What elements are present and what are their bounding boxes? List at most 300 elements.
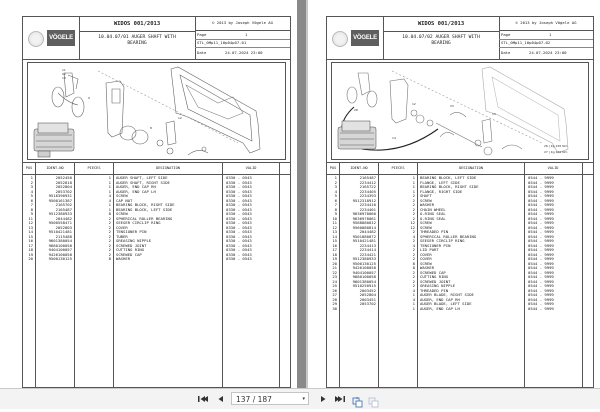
ident-cell: 9500558471 (48, 220, 72, 225)
pos-cell: 24 (332, 278, 337, 284)
pieces-cell: 12 (410, 220, 415, 225)
page-left (0, 0, 297, 388)
valid-cell: 0330 - 0543 (226, 215, 252, 221)
page-number-select[interactable] (231, 392, 309, 405)
pos-cell: 15 (332, 238, 337, 243)
pos-cell: 16 (332, 242, 337, 248)
valid-cell: 0544 - 9999 (528, 256, 554, 261)
designation-cell: SPHERICAL ROLLER BEARING (420, 233, 477, 239)
svg-text:12: 12 (178, 116, 182, 120)
designation-cell: SCREWED CAP (116, 251, 142, 257)
designation-cell: O-RING SEAL (420, 215, 446, 221)
pieces-cell: 8 (108, 211, 111, 216)
next-page-button[interactable] (317, 393, 329, 405)
page-layout-icon (352, 397, 363, 408)
pieces-cell: 1 (412, 179, 415, 185)
designation-cell: SCREW (420, 224, 432, 230)
pieces-cell: 1 (108, 179, 111, 185)
valid-cell: 0330 - 0543 (226, 238, 252, 243)
col-pos: POS (329, 166, 337, 170)
ident-cell: 2053702 (55, 188, 72, 194)
designation-cell: SCREW (420, 197, 432, 203)
last-page-button[interactable] (334, 393, 346, 405)
designation-cell: SPHERICAL ROLLER BEARING (116, 215, 173, 221)
valid-cell: 0330 - 0543 (226, 251, 252, 257)
designation-cell: CHAIN WHEEL (420, 206, 446, 212)
ident-cell: 2052803 (55, 224, 72, 230)
col-valid: VALID (547, 166, 559, 170)
subtitle-line-2: BEARING (431, 41, 451, 46)
valid-cell: 0544 - 9999 (528, 242, 554, 248)
pieces-cell: 2 (412, 278, 415, 284)
ident-cell: 2234401 (359, 206, 376, 212)
pager-toolbar (0, 388, 600, 409)
designation-cell: LID PART (420, 247, 439, 252)
pieces-cell: 1 (412, 184, 415, 189)
pieces-cell: 1 (412, 175, 415, 180)
torque-note-2: 27 | Kg 165 Nm (544, 150, 568, 154)
designation-cell: SCREWED JOINT (420, 278, 451, 284)
pieces-cell: 2 (412, 206, 415, 212)
table-header (23, 163, 290, 175)
pos-cell: 17 (332, 247, 337, 252)
pieces-cell: 8 (412, 260, 415, 266)
sheet-title: WIDOS 001/2013 (79, 17, 195, 32)
ident-cell: 9500130125 (352, 260, 376, 266)
table-body (327, 176, 593, 311)
designation-cell: BEARING BLOCK, LEFT SIDE (116, 206, 173, 212)
pieces-cell: 2 (412, 256, 415, 261)
valid-cell: 0330 - 0543 (226, 175, 252, 180)
pos-cell: 12 (332, 224, 337, 230)
svg-text:28: 28 (354, 108, 358, 112)
pieces-cell: 2 (412, 202, 415, 207)
pos-cell: 9 (30, 211, 33, 216)
ident-cell: 2165722 (359, 184, 376, 189)
designation-cell: AUGER SHAFT, RIGHT SIDE (116, 179, 170, 185)
valid-cell: 0544 - 9999 (528, 202, 554, 207)
pos-cell: 4 (30, 188, 33, 194)
ident-cell: 2044482 (359, 229, 376, 234)
designation-cell: WASHER (420, 265, 435, 270)
designation-cell: GREASING NIPPLE (420, 283, 456, 288)
ident-cell: 9512318912 (352, 197, 376, 203)
valid-cell: 0544 - 9999 (528, 269, 554, 275)
valid-cell: 0544 - 9999 (528, 211, 554, 216)
sheet-header (23, 17, 290, 60)
logo-cell (327, 17, 384, 59)
pieces-cell: 2 (412, 238, 415, 243)
ident-cell: 9426100058 (352, 265, 376, 270)
valid-cell: 0330 - 0543 (226, 224, 252, 230)
col-designation: DESIGNATION (459, 166, 483, 170)
ident-cell: 2234410 (359, 202, 376, 207)
pieces-cell: 2 (412, 283, 415, 288)
ident-cell: 9501880872 (352, 233, 376, 239)
ident-cell: 2052450 (55, 175, 72, 180)
designation-cell: WASHER (116, 256, 131, 261)
pos-cell: 1 (30, 175, 33, 180)
pos-cell: 5 (30, 193, 33, 198)
valid-cell: 0544 - 9999 (528, 179, 554, 185)
pos-cell: 18 (28, 247, 33, 252)
pos-cell: 20 (28, 256, 33, 261)
pos-cell: 7 (30, 202, 33, 207)
single-page-view-button[interactable] (352, 393, 363, 404)
ident-cell: 2234421 (359, 251, 376, 257)
ident-cell: 2052818 (55, 179, 72, 185)
designation-cell: COVER (116, 224, 128, 230)
ident-cell: 9500130125 (48, 256, 72, 261)
ident-cell: 9404100057 (48, 247, 72, 252)
valid-cell: 0544 - 9999 (528, 229, 554, 234)
valid-cell: 0544 - 9999 (528, 260, 554, 266)
designation-cell: THREADED PIN (420, 287, 449, 293)
ident-cell: 9404100057 (352, 269, 376, 275)
valid-cell: 0544 - 9999 (528, 238, 554, 243)
page-label: Page (197, 32, 207, 37)
next-page-icon (317, 393, 329, 405)
exploded-view-illustration (332, 63, 588, 159)
pos-cell: 19 (28, 251, 33, 257)
valid-cell: 0544 - 9999 (528, 224, 554, 230)
pos-cell: 7 (334, 202, 337, 207)
pieces-cell: 1 (412, 188, 415, 194)
valid-cell: 0330 - 0543 (226, 220, 252, 225)
date-label: Date (197, 50, 207, 55)
valid-cell: 0544 - 9999 (528, 301, 554, 306)
designation-cell: AUGER BLADE, LEFT SIDE (420, 301, 472, 306)
valid-cell: 0330 - 0543 (226, 202, 252, 207)
designation-cell: TENSIONER PIN (116, 229, 147, 234)
designation-cell: BEARING BLOCK, LEFT SIDE (420, 175, 477, 180)
designation-cell: COVER (420, 256, 432, 261)
pos-cell: 13 (332, 229, 337, 234)
ident-cell: 9680100058 (48, 242, 72, 248)
pieces-cell: 2 (412, 215, 415, 221)
pieces-cell: 2 (108, 242, 111, 248)
col-pieces: PIECES (391, 166, 405, 170)
ident-cell: 2234414 (359, 247, 376, 252)
pieces-cell: 1 (412, 292, 415, 297)
ident-cell: 9601380054 (352, 278, 376, 284)
svg-text:14: 14 (392, 136, 396, 140)
pos-cell: 30 (332, 305, 337, 311)
voegele-logo: VÖGELE (351, 30, 379, 46)
designation-cell: AUGER, END CAP LH (420, 305, 460, 311)
designation-cell: CUTTING RING (116, 247, 145, 252)
subtitle-line-1: 10.04.07/02 AUGER SHAFT WITH (402, 35, 480, 40)
pos-cell: 3 (334, 184, 337, 189)
ident-cell: 9680100058 (352, 274, 376, 279)
valid-cell: 0544 - 9999 (528, 296, 554, 302)
pieces-cell: 2 (412, 247, 415, 252)
designation-cell: AUGER BLADE, RIGHT SIDE (420, 292, 474, 297)
pieces-cell: 2 (108, 238, 111, 243)
ident-cell: 9512380933 (352, 256, 376, 261)
subtitle-line-2: BEARING (127, 41, 147, 46)
table-header (327, 163, 593, 175)
valid-cell: 0544 - 9999 (528, 265, 554, 270)
valid-cell: 0544 - 9999 (528, 220, 554, 225)
valid-cell: 0544 - 9999 (528, 274, 554, 279)
exploded-drawing (27, 62, 286, 160)
ident-cell: 2003451 (359, 296, 376, 302)
meta-cell (195, 17, 290, 59)
torque-note-1: 26 | Kg 165 Nm (544, 144, 568, 148)
pieces-cell: 1 (412, 305, 415, 311)
valid-cell: 0544 - 9999 (528, 193, 554, 198)
sheet-subtitle (383, 35, 499, 47)
exploded-drawing (331, 62, 589, 160)
svg-text:9: 9 (88, 96, 90, 100)
svg-text:13: 13 (62, 76, 66, 80)
pos-cell: 10 (332, 215, 337, 221)
first-page-button[interactable] (197, 393, 209, 405)
copyright: © 2013 by Joseph Vögele AG (499, 17, 593, 31)
pieces-cell: 2 (412, 211, 415, 216)
pieces-cell: 4 (108, 193, 111, 198)
ident-cell: 9510421481 (352, 238, 376, 243)
valid-cell: 0544 - 9999 (528, 175, 554, 180)
ident-cell: 9500161387 (48, 197, 72, 203)
pos-cell: 23 (332, 274, 337, 279)
doc-code: STL_0Mp11_10p04p07-02 (499, 39, 593, 48)
designation-cell: SCREW (420, 260, 432, 266)
pos-cell: 5 (334, 193, 337, 198)
pieces-cell: 4 (412, 242, 415, 248)
valid-cell: 0544 - 9999 (528, 206, 554, 212)
pos-cell: 3 (30, 184, 33, 189)
ident-cell: 9510421481 (48, 229, 72, 234)
parts-sheet (22, 16, 291, 388)
pieces-cell: 2 (412, 193, 415, 198)
valid-cell: 0544 - 9999 (528, 251, 554, 257)
pieces-cell: 1 (108, 184, 111, 189)
page-right (308, 0, 600, 388)
valid-cell: 0330 - 0543 (226, 242, 252, 248)
pos-cell: 8 (30, 206, 33, 212)
pieces-cell: 1 (412, 301, 415, 306)
designation-cell: BEARING BLOCK, RIGHT SIDE (116, 202, 175, 207)
pos-cell: 8 (334, 206, 337, 212)
pos-cell: 16 (28, 238, 33, 243)
designation-cell: AUGER, END CAP RH (116, 184, 156, 189)
valid-cell: 0330 - 0543 (226, 197, 252, 203)
parts-table (327, 162, 593, 387)
exploded-view-illustration (28, 63, 285, 159)
designation-cell: GREASING NIPPLE (116, 238, 152, 243)
valid-cell: 0330 - 0543 (226, 233, 252, 239)
col-valid: VALID (245, 166, 257, 170)
last-page-icon (334, 393, 346, 405)
valid-cell: 0544 - 9999 (528, 287, 554, 293)
pos-cell: 15 (28, 233, 33, 239)
pieces-cell: 2 (108, 220, 111, 225)
valid-cell: 0544 - 9999 (528, 247, 554, 252)
valid-cell: 0330 - 0543 (226, 229, 252, 234)
ident-cell: 2115488 (55, 233, 72, 239)
ident-cell: 9601380054 (48, 238, 72, 243)
pos-cell: 26 (332, 287, 337, 293)
pieces-cell: 2 (108, 233, 111, 239)
pieces-cell: 1 (108, 188, 111, 194)
pos-cell: 14 (332, 233, 337, 239)
double-page-icon (368, 397, 379, 408)
pieces-cell: 12 (410, 224, 415, 230)
pos-cell: 1 (334, 175, 337, 180)
pieces-cell: 4 (412, 287, 415, 293)
designation-cell: FLANGE, RIGHT SIDE (420, 188, 463, 194)
ident-cell: 2234412 (359, 179, 376, 185)
pieces-cell: 2 (108, 247, 111, 252)
designation-cell: AUGER SHAFT, LEFT SIDE (116, 175, 168, 180)
designation-cell: SHAFT (420, 193, 432, 198)
ident-cell: 2234405 (359, 188, 376, 194)
pos-cell: 19 (332, 256, 337, 261)
valid-cell: 0544 - 9999 (528, 215, 554, 221)
designation-cell: SCREW (420, 220, 432, 225)
sheet-subtitle (79, 35, 195, 47)
ident-cell: 2234393 (359, 193, 376, 198)
ident-cell: 9512380933 (48, 211, 72, 216)
pieces-cell: 2 (108, 224, 111, 230)
copyright: © 2013 by Joseph Vögele AG (195, 17, 290, 31)
pos-cell: 2 (30, 179, 33, 185)
ident-cell: 9636978061 (352, 215, 376, 221)
pieces-cell: 2 (412, 274, 415, 279)
parts-table (23, 162, 290, 387)
date-value: 24.07.2024 23:00 (225, 50, 263, 55)
seal-logo-icon (332, 31, 348, 47)
svg-text:12: 12 (62, 72, 66, 76)
previous-page-button[interactable] (215, 393, 227, 405)
svg-text:11: 11 (62, 68, 66, 72)
pos-cell: 29 (332, 301, 337, 306)
ident-cell: 2052804 (55, 184, 72, 189)
pos-cell: 18 (332, 251, 337, 257)
col-pieces: PIECES (87, 166, 101, 170)
designation-cell: TENSIONER PIN (420, 242, 451, 248)
sheet-title: WIDOS 001/2013 (383, 17, 499, 32)
parts-sheet (326, 16, 594, 388)
designation-cell: SCREW (116, 211, 128, 216)
designation-cell: CAP NUT (116, 197, 133, 203)
designation-cell: BEARING BLOCK, RIGHT SIDE (420, 184, 479, 189)
page-label: Page (501, 32, 511, 37)
col-ident: IDENT-NO (350, 166, 368, 170)
pieces-cell: 1 (108, 175, 111, 180)
designation-cell: WASHER (420, 202, 435, 207)
pos-cell: 9 (334, 211, 337, 216)
valid-cell: 0544 - 9999 (528, 188, 554, 194)
ident-cell: 2234413 (359, 242, 376, 248)
valid-cell: 0330 - 0543 (226, 188, 252, 194)
valid-cell: 0544 - 9999 (528, 184, 554, 189)
date-label: Date (501, 50, 511, 55)
valid-cell: 0544 - 9999 (528, 278, 554, 284)
pieces-cell: 1 (108, 202, 111, 207)
pieces-cell: 2 (108, 215, 111, 221)
pieces-cell: 2 (412, 269, 415, 275)
pieces-cell: 2 (412, 229, 415, 234)
pos-cell: 12 (28, 220, 33, 225)
ident-cell: 9588080812 (352, 220, 376, 225)
voegele-logo: VÖGELE (47, 30, 75, 46)
valid-cell: 0544 - 9999 (528, 233, 554, 239)
previous-page-icon (215, 393, 227, 405)
designation-cell: SEEGER CIRCLIP RING (420, 238, 465, 243)
ident-cell: 9516390931 (48, 193, 72, 198)
date-value: 24.07.2024 23:00 (529, 50, 567, 55)
sheet-header (327, 17, 593, 60)
designation-cell: SCREWED CAP (420, 269, 446, 275)
pos-cell: 22 (332, 269, 337, 275)
valid-cell: 0330 - 0543 (226, 206, 252, 212)
designation-cell: COVER (420, 251, 432, 257)
pos-cell: 4 (334, 188, 337, 194)
designation-cell: THREADED PIN (420, 229, 449, 234)
subtitle-line-1: 10.04.07/01 AUGER SHAFT WITH (98, 35, 176, 40)
first-page-icon (197, 393, 209, 405)
pos-cell: 6 (334, 197, 337, 203)
page-gutter (297, 0, 306, 388)
pieces-cell: 2 (108, 229, 111, 234)
pieces-cell: 2 (412, 197, 415, 203)
designation-cell: O-RING SEAL (420, 211, 446, 216)
ident-cell: 2052804 (359, 292, 376, 297)
page-value: 1 (549, 32, 552, 37)
ident-cell: 9426100058 (48, 251, 72, 257)
pos-cell: 14 (28, 229, 33, 234)
pos-cell: 21 (332, 265, 337, 270)
pos-cell: 6 (30, 197, 33, 203)
valid-cell: 0330 - 0543 (226, 211, 252, 216)
pieces-cell: 4 (412, 233, 415, 239)
designation-cell: CUTTING RING (420, 274, 449, 279)
designation-cell: SEEGER CIRCLIP RING (116, 220, 161, 225)
svg-text:12: 12 (412, 102, 416, 106)
pos-cell: 2 (334, 179, 337, 185)
page-value: 1 (245, 32, 248, 37)
ident-cell: 2165487 (55, 206, 72, 212)
designation-cell: SCREWED JOINT (116, 242, 147, 248)
two-page-view-button[interactable] (368, 393, 379, 404)
table-row (23, 257, 290, 262)
title-cell (383, 17, 500, 59)
col-pos: POS (25, 166, 33, 170)
valid-cell: 0330 - 0543 (226, 256, 252, 261)
pos-cell: 17 (28, 242, 33, 248)
svg-text:8: 8 (150, 126, 152, 130)
pieces-cell: 4 (412, 296, 415, 302)
pos-cell: 28 (332, 296, 337, 302)
valid-cell: 0544 - 9999 (528, 305, 554, 311)
ident-cell: 9510250915 (352, 283, 376, 288)
table-body (23, 176, 290, 262)
valid-cell: 0544 - 9999 (528, 292, 554, 297)
pieces-cell: 2 (108, 251, 111, 257)
seal-logo-icon (28, 31, 44, 47)
svg-text:13: 13 (492, 112, 496, 116)
pos-cell: 27 (332, 292, 337, 297)
pieces-cell: 8 (412, 265, 415, 270)
ident-cell: 2044482 (55, 215, 72, 221)
valid-cell: 0544 - 9999 (528, 283, 554, 288)
valid-cell: 0330 - 0543 (226, 184, 252, 189)
pos-cell: 20 (332, 260, 337, 266)
designation-cell: AUGER, END CAP RH (420, 296, 460, 302)
